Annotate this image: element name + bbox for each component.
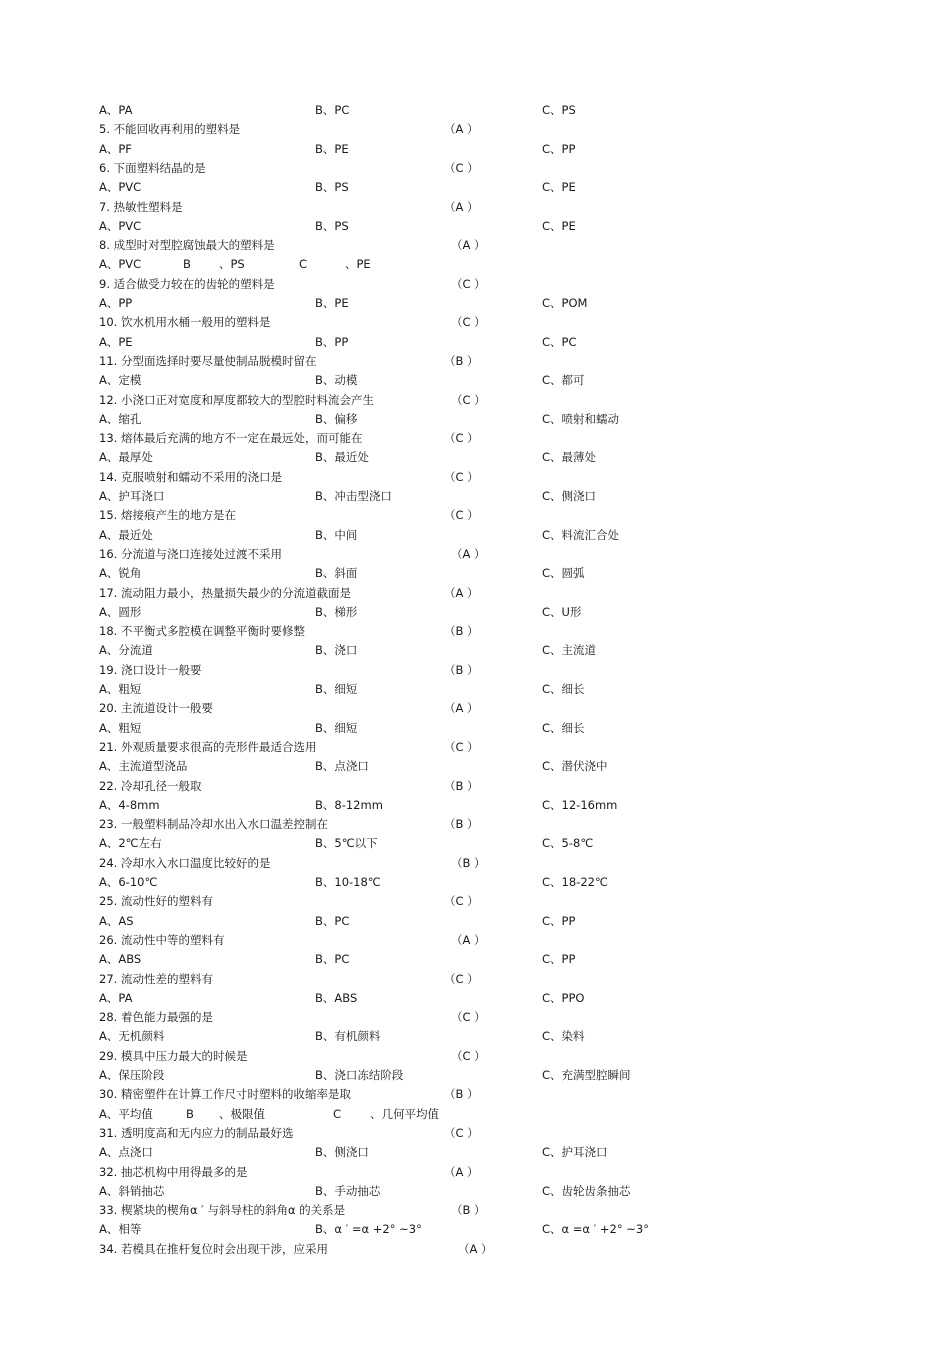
options-row: [0, 140, 950, 159]
question-text: 23. 一般塑料制品冷却水出入水口温差控制在: [99, 817, 328, 832]
option-a: A、2℃左右: [99, 836, 162, 851]
question-row: [0, 313, 950, 332]
options-row: [0, 371, 950, 390]
question-row: [0, 622, 950, 641]
question-row: [0, 1085, 950, 1104]
answer-key: （B ）: [444, 624, 479, 639]
question-text: 13. 熔体最后充满的地方不一定在最远处，而可能在: [99, 431, 363, 446]
option-b: B、PE: [315, 141, 349, 156]
answer-key: （C ）: [444, 1125, 479, 1140]
options-row: [0, 333, 950, 352]
question-row: [0, 1201, 950, 1220]
answer-key: （B ）: [444, 778, 479, 793]
options-row: [0, 487, 950, 506]
options-row: [0, 1220, 950, 1239]
option-a: A、保压阶段: [99, 1068, 165, 1082]
option-c: C、都可: [542, 373, 585, 388]
answer-key: （C ）: [444, 508, 479, 523]
options-row: [0, 796, 950, 815]
question-row: [0, 1163, 950, 1182]
question-row: [0, 970, 950, 989]
option-a: A、分流道: [99, 643, 153, 658]
answer-key: （C ）: [451, 1048, 486, 1063]
option-a: A、PVC: [99, 180, 142, 195]
option-b: B、斜面: [315, 566, 358, 581]
question-row: [0, 931, 950, 950]
question-row: [0, 236, 950, 255]
option-b: B、手动抽芯: [315, 1183, 381, 1198]
question-text: 26. 流动性中等的塑料有: [99, 932, 225, 947]
option-c: C、U形: [542, 604, 582, 619]
question-text: 33. 楔紧块的楔角α ′ 与斜导柱的斜角α 的关系是: [99, 1203, 346, 1218]
answer-key: （C ）: [444, 160, 479, 175]
option-c: C、染料: [542, 1029, 585, 1044]
option-a: A、4-8mm: [99, 797, 160, 812]
options-row: [0, 1182, 950, 1201]
question-row: [0, 468, 950, 487]
answer-key: （C ）: [444, 971, 479, 986]
question-row: [0, 275, 950, 294]
question-row: [0, 584, 950, 603]
option-c: C、细长: [542, 682, 585, 696]
option-a: A、无机颜料: [99, 1029, 165, 1044]
question-row: [0, 198, 950, 217]
option-c: C、POM: [542, 296, 588, 310]
option-b: B、最近处: [315, 450, 369, 465]
question-text: 16. 分流道与浇口连接处过渡不采用: [99, 546, 282, 561]
answer-key: （B ）: [444, 1087, 479, 1102]
option-fragment: C: [299, 257, 308, 272]
option-a: A、PE: [99, 334, 133, 349]
question-text: 18. 不平衡式多腔模在调整平衡时要修整: [99, 624, 305, 639]
question-text: 32. 抽芯机构中用得最多的是: [99, 1164, 248, 1179]
question-text: 25. 流动性好的塑料有: [99, 894, 213, 909]
option-c: C、18-22℃: [542, 875, 608, 889]
options-row: [0, 448, 950, 467]
option-b: B、动模: [315, 373, 358, 388]
option-c: C、PP: [542, 913, 576, 928]
option-a: A、锐角: [99, 566, 142, 581]
option-b: B、点浇口: [315, 759, 369, 774]
question-text: 11. 分型面选择时要尽量使制品脱模时留在: [99, 353, 317, 368]
options-row: [0, 641, 950, 660]
option-a: A、护耳浇口: [99, 489, 165, 503]
options-row: [0, 255, 950, 274]
answer-key: （C ）: [444, 431, 479, 446]
option-c: C、12-16mm: [542, 797, 618, 812]
answer-key: （C ）: [451, 276, 486, 291]
option-b: B、中间: [315, 527, 358, 542]
question-text: 28. 着色能力最强的是: [99, 1010, 213, 1025]
option-c: C、5-8℃: [542, 836, 594, 851]
option-a: A、ABS: [99, 952, 142, 967]
option-c: C、潜伏浇中: [542, 759, 608, 774]
answer-key: （C ）: [451, 1010, 486, 1025]
question-row: [0, 892, 950, 911]
option-c: C、喷射和蠕动: [542, 411, 620, 426]
options-row: [0, 912, 950, 931]
answer-key: （A ）: [444, 122, 479, 137]
option-a: A、最厚处: [99, 450, 153, 465]
answer-key: （B ）: [451, 1203, 486, 1218]
option-c: C、主流道: [542, 643, 597, 658]
question-text: 19. 浇口设计一般要: [99, 662, 202, 677]
options-row: [0, 217, 950, 236]
option-b: B、PP: [315, 334, 349, 349]
question-text: 15. 熔接痕产生的地方是在: [99, 508, 236, 523]
question-text: 30. 精密塑件在计算工作尺寸时塑料的收缩率是取: [99, 1087, 351, 1102]
question-row: [0, 1047, 950, 1066]
question-row: [0, 777, 950, 796]
option-a: A、PA: [99, 990, 133, 1005]
options-row: [0, 526, 950, 545]
question-row: [0, 699, 950, 718]
option-a: A、PF: [99, 141, 132, 156]
option-a: A、圆形: [99, 604, 142, 619]
answer-key: （B ）: [451, 855, 486, 870]
question-text: 9. 适合做受力较在的齿轮的塑料是: [99, 276, 275, 291]
options-row: [0, 719, 950, 738]
option-b: B、PC: [315, 952, 350, 967]
answer-key: （B ）: [444, 353, 479, 368]
question-row: [0, 159, 950, 178]
question-text: 17. 流动阻力最小，热量损失最少的分流道截面是: [99, 585, 351, 600]
options-row: [0, 680, 950, 699]
option-fragment: 、几何平均值: [370, 1106, 439, 1121]
option-b: B、PS: [315, 180, 349, 195]
answer-key: （A ）: [444, 701, 479, 716]
option-fragment: 、极限值: [219, 1106, 265, 1121]
option-a: A、AS: [99, 913, 134, 928]
option-a: A、6-10℃: [99, 875, 158, 889]
option-c: C、细长: [542, 720, 585, 735]
option-b: B、冲击型浇口: [315, 489, 392, 503]
option-c: C、PE: [542, 218, 576, 233]
question-row: [0, 506, 950, 525]
option-c: C、PP: [542, 952, 576, 967]
answer-key: （A ）: [451, 546, 486, 561]
question-text: 21. 外观质量要求很高的壳形件最适合选用: [99, 739, 317, 754]
question-row: [0, 661, 950, 680]
option-a: A、斜销抽芯: [99, 1183, 165, 1198]
answer-key: （C ）: [451, 315, 486, 330]
question-text: 20. 主流道设计一般要: [99, 701, 213, 716]
question-row: [0, 1124, 950, 1143]
option-a: A、相等: [99, 1222, 142, 1237]
option-a: A、PVC: [99, 218, 142, 233]
question-row: [0, 1008, 950, 1027]
option-b: B、有机颜料: [315, 1029, 381, 1044]
answer-key: （A ）: [444, 199, 479, 214]
option-a: A、PA: [99, 103, 133, 117]
option-c: C、PC: [542, 334, 577, 349]
option-b: B、5℃以下: [315, 836, 378, 851]
option-b: B、浇口冻结阶段: [315, 1068, 404, 1082]
option-fragment: B: [183, 257, 191, 272]
options-row: [0, 1027, 950, 1046]
option-b: B、PC: [315, 103, 350, 117]
answer-key: （A ）: [458, 1241, 493, 1256]
option-b: B、梯形: [315, 604, 358, 619]
question-text: 34. 若模具在推杆复位时会出现干涉，应采用: [99, 1241, 328, 1256]
option-b: B、侧浇口: [315, 1145, 369, 1160]
option-a: A、点浇口: [99, 1145, 153, 1160]
option-a: A、PP: [99, 296, 133, 310]
option-c: C、α =α ′ +2° ~3°: [542, 1222, 649, 1237]
option-c: C、护耳浇口: [542, 1145, 608, 1160]
question-text: 14. 克服喷射和蠕动不采用的浇口是: [99, 469, 282, 484]
option-b: B、PS: [315, 218, 349, 233]
answer-key: （A ）: [451, 238, 486, 253]
answer-key: （B ）: [444, 817, 479, 832]
options-row: [0, 1066, 950, 1085]
options-row: [0, 989, 950, 1008]
question-text: 5. 不能回收再利用的塑料是: [99, 122, 241, 137]
option-c: C、圆弧: [542, 566, 585, 581]
option-fragment: C: [333, 1106, 342, 1121]
question-row: [0, 815, 950, 834]
option-b: B、浇口: [315, 643, 358, 658]
option-fragment: A、平均值: [99, 1106, 153, 1121]
options-row: [0, 1105, 950, 1124]
question-text: 22. 冷却孔径一般取: [99, 778, 202, 793]
question-row: [0, 1240, 950, 1259]
question-text: 29. 模具中压力最大的时候是: [99, 1048, 248, 1063]
options-row: [0, 178, 950, 197]
options-row: [0, 834, 950, 853]
question-text: 12. 小浇口正对宽度和厚度都较大的型腔时料流会产生: [99, 392, 374, 407]
option-c: C、PP: [542, 141, 576, 156]
option-a: A、粗短: [99, 682, 142, 696]
answer-key: （A ）: [444, 585, 479, 600]
options-row: [0, 410, 950, 429]
answer-key: （C ）: [451, 392, 486, 407]
option-b: B、α ′ =α +2° ~3°: [315, 1222, 422, 1237]
answer-key: （C ）: [444, 469, 479, 484]
option-b: B、偏移: [315, 411, 358, 426]
question-text: 31. 透明度高和无内应力的制品最好选: [99, 1125, 294, 1140]
answer-key: （A ）: [444, 1164, 479, 1179]
question-row: [0, 854, 950, 873]
options-row: [0, 950, 950, 969]
option-fragment: B: [186, 1106, 194, 1121]
option-b: B、PE: [315, 296, 349, 310]
option-c: C、齿轮齿条抽芯: [542, 1183, 631, 1198]
answer-key: （A ）: [451, 932, 486, 947]
question-row: [0, 738, 950, 757]
option-a: A、最近处: [99, 527, 153, 542]
options-row: [0, 757, 950, 776]
option-c: C、充满型腔瞬间: [542, 1068, 631, 1082]
option-c: C、料流汇合处: [542, 527, 620, 542]
option-c: C、PE: [542, 180, 576, 195]
option-b: B、10-18℃: [315, 875, 381, 889]
option-c: C、PPO: [542, 990, 585, 1005]
options-row: [0, 294, 950, 313]
answer-key: （C ）: [444, 894, 479, 909]
options-row: [0, 564, 950, 583]
question-text: 6. 下面塑料结晶的是: [99, 160, 206, 175]
question-text: 7. 热敏性塑料是: [99, 199, 183, 214]
question-text: 24. 冷却水入水口温度比较好的是: [99, 855, 271, 870]
option-fragment: 、PE: [345, 257, 371, 272]
question-text: 10. 饮水机用水桶一般用的塑料是: [99, 315, 271, 330]
option-a: A、定模: [99, 373, 142, 388]
option-b: B、细短: [315, 720, 358, 735]
option-a: A、缩孔: [99, 411, 142, 426]
option-b: B、ABS: [315, 990, 358, 1005]
question-row: [0, 352, 950, 371]
option-a: A、主流道型浇品: [99, 759, 188, 774]
option-fragment: 、PS: [219, 257, 245, 272]
options-row: [0, 603, 950, 622]
options-row: [0, 873, 950, 892]
option-b: B、8-12mm: [315, 797, 383, 812]
option-a: A、粗短: [99, 720, 142, 735]
question-row: [0, 545, 950, 564]
question-text: 27. 流动性差的塑料有: [99, 971, 213, 986]
question-row: [0, 120, 950, 139]
options-row: [0, 1143, 950, 1162]
question-row: [0, 429, 950, 448]
option-c: C、PS: [542, 103, 576, 117]
question-row: [0, 391, 950, 410]
answer-key: （B ）: [444, 662, 479, 677]
option-b: B、细短: [315, 682, 358, 696]
option-b: B、PC: [315, 913, 350, 928]
options-row: [0, 101, 950, 120]
option-fragment: A、PVC: [99, 257, 142, 272]
question-text: 8. 成型时对型腔腐蚀最大的塑料是: [99, 238, 275, 253]
answer-key: （C ）: [444, 739, 479, 754]
option-c: C、侧浇口: [542, 489, 597, 503]
option-c: C、最薄处: [542, 450, 597, 465]
